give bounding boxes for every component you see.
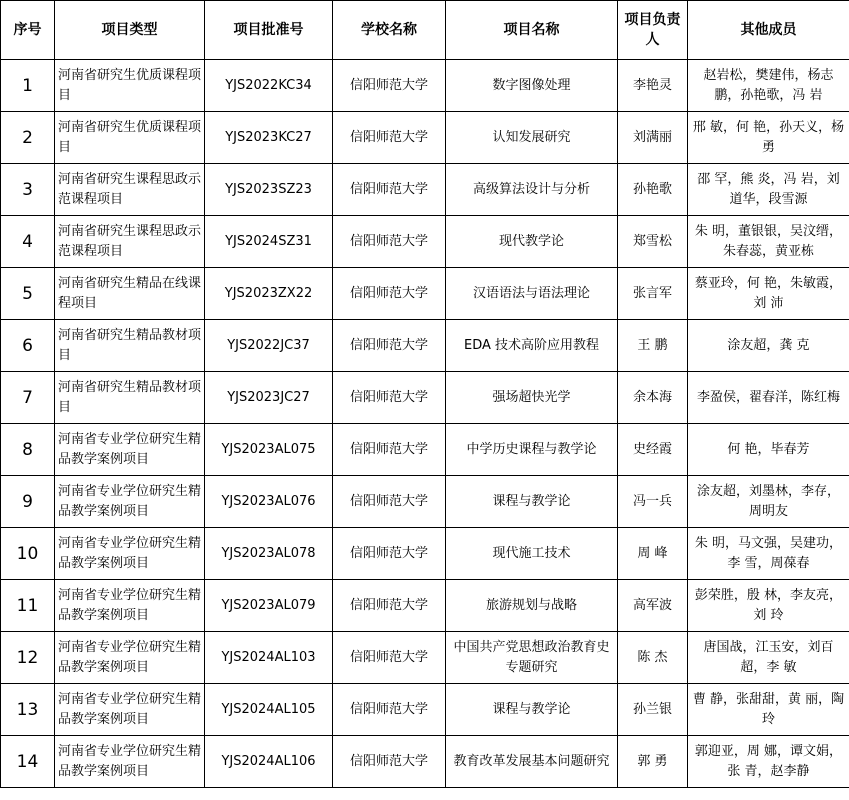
project-type-cell: 河南省研究生优质课程项目 <box>55 112 205 164</box>
school-name-cell: 信阳师范大学 <box>333 684 446 736</box>
project-leader-cell: 孙艳歌 <box>618 164 688 216</box>
other-members-cell: 郭迎亚，周 娜，谭文娟，张 青，赵李静 <box>688 736 849 788</box>
table-row <box>1 60 849 112</box>
other-members-cell: 赵岩松，樊建伟，杨志鹏，孙艳歌，冯 岩 <box>688 60 849 112</box>
table-body <box>1 60 849 788</box>
header-name: 项目名称 <box>446 1 618 60</box>
project-name-cell: 数字图像处理 <box>446 60 618 112</box>
school-name-cell: 信阳师范大学 <box>333 632 446 684</box>
project-name-cell: 旅游规划与战略 <box>446 580 618 632</box>
project-type-cell: 河南省研究生精品在线课程项目 <box>55 268 205 320</box>
header-school: 学校名称 <box>333 1 446 60</box>
project-leader-cell: 孙兰银 <box>618 684 688 736</box>
approval-number-cell: YJS2024AL105 <box>205 684 333 736</box>
project-name-cell: 课程与教学论 <box>446 476 618 528</box>
project-leader-cell: 王 鹏 <box>618 320 688 372</box>
header-no: 序号 <box>1 1 55 60</box>
approval-number-cell: YJS2023AL078 <box>205 528 333 580</box>
other-members-cell: 李盈侯，翟春洋，陈红梅 <box>688 372 849 424</box>
project-name-cell: EDA 技术高阶应用教程 <box>446 320 618 372</box>
project-leader-cell: 张言军 <box>618 268 688 320</box>
school-name-cell: 信阳师范大学 <box>333 60 446 112</box>
project-type-cell: 河南省研究生精品教材项目 <box>55 320 205 372</box>
table-row <box>1 216 849 268</box>
table-row <box>1 164 849 216</box>
row-number-cell: 10 <box>1 528 55 580</box>
project-name-cell: 中国共产党思想政治教育史专题研究 <box>446 632 618 684</box>
header-leader: 项目负责人 <box>618 1 688 60</box>
school-name-cell: 信阳师范大学 <box>333 528 446 580</box>
approval-number-cell: YJS2022KC34 <box>205 60 333 112</box>
table-row <box>1 580 849 632</box>
school-name-cell: 信阳师范大学 <box>333 736 446 788</box>
other-members-cell: 曹 静，张甜甜，黄 丽，陶 玲 <box>688 684 849 736</box>
project-type-cell: 河南省专业学位研究生精品教学案例项目 <box>55 424 205 476</box>
table-row <box>1 736 849 788</box>
project-name-cell: 强场超快光学 <box>446 372 618 424</box>
approval-number-cell: YJS2022JC37 <box>205 320 333 372</box>
table-row <box>1 112 849 164</box>
other-members-cell: 朱 明，马文强，吴建功，李 雪，周葆春 <box>688 528 849 580</box>
approval-number-cell: YJS2023KC27 <box>205 112 333 164</box>
approval-number-cell: YJS2024AL103 <box>205 632 333 684</box>
project-type-cell: 河南省研究生精品教材项目 <box>55 372 205 424</box>
approval-number-cell: YJS2023AL076 <box>205 476 333 528</box>
project-type-cell: 河南省专业学位研究生精品教学案例项目 <box>55 684 205 736</box>
table-row <box>1 424 849 476</box>
project-name-cell: 高级算法设计与分析 <box>446 164 618 216</box>
project-leader-cell: 郭 勇 <box>618 736 688 788</box>
other-members-cell: 涂友超，刘墨林，李存，周明友 <box>688 476 849 528</box>
row-number-cell: 4 <box>1 216 55 268</box>
school-name-cell: 信阳师范大学 <box>333 164 446 216</box>
approval-number-cell: YJS2024AL106 <box>205 736 333 788</box>
table-row <box>1 632 849 684</box>
other-members-cell: 唐国战，江玉安，刘百超，李 敏 <box>688 632 849 684</box>
project-leader-cell: 郑雪松 <box>618 216 688 268</box>
header-type: 项目类型 <box>55 1 205 60</box>
project-leader-cell: 周 峰 <box>618 528 688 580</box>
project-leader-cell: 陈 杰 <box>618 632 688 684</box>
project-leader-cell: 刘满丽 <box>618 112 688 164</box>
table-row <box>1 268 849 320</box>
project-type-cell: 河南省专业学位研究生精品教学案例项目 <box>55 736 205 788</box>
row-number-cell: 9 <box>1 476 55 528</box>
header-members: 其他成员 <box>688 1 849 60</box>
table-row <box>1 372 849 424</box>
project-name-cell: 教育改革发展基本问题研究 <box>446 736 618 788</box>
approval-number-cell: YJS2023JC27 <box>205 372 333 424</box>
other-members-cell: 彭荣胜，殷 林，李友亮，刘 玲 <box>688 580 849 632</box>
project-type-cell: 河南省专业学位研究生精品教学案例项目 <box>55 632 205 684</box>
project-leader-cell: 李艳灵 <box>618 60 688 112</box>
project-name-cell: 中学历史课程与教学论 <box>446 424 618 476</box>
other-members-cell: 涂友超，龚 克 <box>688 320 849 372</box>
row-number-cell: 6 <box>1 320 55 372</box>
row-number-cell: 3 <box>1 164 55 216</box>
school-name-cell: 信阳师范大学 <box>333 112 446 164</box>
project-type-cell: 河南省研究生课程思政示范课程项目 <box>55 164 205 216</box>
approval-number-cell: YJS2023ZX22 <box>205 268 333 320</box>
row-number-cell: 1 <box>1 60 55 112</box>
row-number-cell: 11 <box>1 580 55 632</box>
project-leader-cell: 史经霞 <box>618 424 688 476</box>
table-header <box>1 1 849 60</box>
project-type-cell: 河南省研究生优质课程项目 <box>55 60 205 112</box>
project-name-cell: 课程与教学论 <box>446 684 618 736</box>
school-name-cell: 信阳师范大学 <box>333 476 446 528</box>
other-members-cell: 邢 敏，何 艳，孙天义，杨 勇 <box>688 112 849 164</box>
header-code: 项目批准号 <box>205 1 333 60</box>
project-name-cell: 认知发展研究 <box>446 112 618 164</box>
project-leader-cell: 冯一兵 <box>618 476 688 528</box>
school-name-cell: 信阳师范大学 <box>333 216 446 268</box>
header-row <box>1 1 849 60</box>
project-type-cell: 河南省研究生课程思政示范课程项目 <box>55 216 205 268</box>
project-name-cell: 现代施工技术 <box>446 528 618 580</box>
row-number-cell: 13 <box>1 684 55 736</box>
table-row <box>1 528 849 580</box>
approval-number-cell: YJS2023AL079 <box>205 580 333 632</box>
school-name-cell: 信阳师范大学 <box>333 372 446 424</box>
school-name-cell: 信阳师范大学 <box>333 580 446 632</box>
project-type-cell: 河南省专业学位研究生精品教学案例项目 <box>55 528 205 580</box>
project-type-cell: 河南省专业学位研究生精品教学案例项目 <box>55 476 205 528</box>
row-number-cell: 8 <box>1 424 55 476</box>
other-members-cell: 蔡亚玲，何 艳，朱敏霞，刘 沛 <box>688 268 849 320</box>
school-name-cell: 信阳师范大学 <box>333 268 446 320</box>
table-row <box>1 476 849 528</box>
project-leader-cell: 高军波 <box>618 580 688 632</box>
row-number-cell: 14 <box>1 736 55 788</box>
approval-number-cell: YJS2023AL075 <box>205 424 333 476</box>
school-name-cell: 信阳师范大学 <box>333 424 446 476</box>
project-leader-cell: 余本海 <box>618 372 688 424</box>
row-number-cell: 7 <box>1 372 55 424</box>
project-type-cell: 河南省专业学位研究生精品教学案例项目 <box>55 580 205 632</box>
other-members-cell: 邵 罕，熊 炎，冯 岩，刘道华，段雪源 <box>688 164 849 216</box>
approval-number-cell: YJS2023SZ23 <box>205 164 333 216</box>
table-row <box>1 320 849 372</box>
project-name-cell: 汉语语法与语法理论 <box>446 268 618 320</box>
row-number-cell: 2 <box>1 112 55 164</box>
school-name-cell: 信阳师范大学 <box>333 320 446 372</box>
project-name-cell: 现代教学论 <box>446 216 618 268</box>
other-members-cell: 何 艳，毕春芳 <box>688 424 849 476</box>
row-number-cell: 12 <box>1 632 55 684</box>
row-number-cell: 5 <box>1 268 55 320</box>
table-row <box>1 684 849 736</box>
approval-number-cell: YJS2024SZ31 <box>205 216 333 268</box>
other-members-cell: 朱 明，董银银，吴汶缙，朱春蕊，黄亚栋 <box>688 216 849 268</box>
